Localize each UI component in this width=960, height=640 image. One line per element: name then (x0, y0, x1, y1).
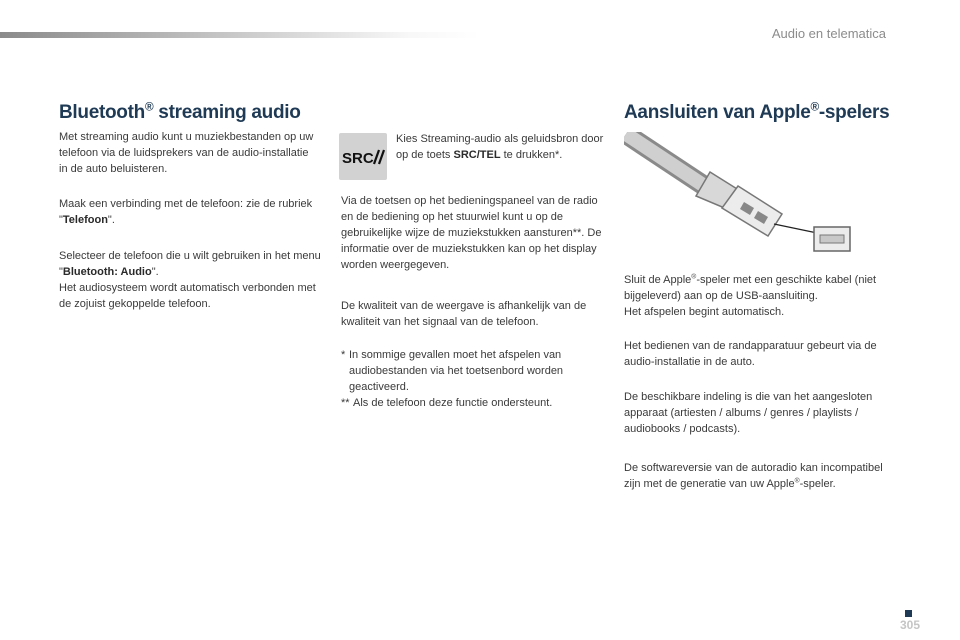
connect-paragraph (59, 196, 314, 228)
apple-connect-mark: ® (691, 273, 697, 281)
src-tel-key-label: SRC/TEL (453, 149, 501, 161)
footnotes (341, 347, 603, 411)
bluetooth-streaming-title (59, 102, 301, 124)
auto-connect-text: Het audiosysteem wordt automatisch verbonden met de zojuist gekoppelde telefoon. (59, 282, 316, 310)
bluetooth-audio-menu-label: Bluetooth: Audio (62, 266, 152, 278)
footnote-2-text: Als de telefoon deze functie ondersteunt. (353, 397, 553, 409)
available-layout-paragraph: De beschikbare indeling is die van het aangesloten apparaat (artiesten / albums / genres / playlists / audiobooks / podcasts). (624, 391, 873, 435)
select-text-end: ". (151, 266, 159, 278)
section-title: Audio en telematica (771, 26, 886, 41)
footnote-1-mark: * (341, 349, 346, 361)
source-select-paragraph (396, 131, 606, 163)
footnote-1 (341, 347, 603, 395)
apple-title-text: Aansluiten van Apple (624, 102, 811, 123)
title-text: Bluetooth (59, 102, 145, 123)
title-rest: streaming audio (153, 102, 301, 123)
apple-autoplay-text: Het afspelen begint automatisch. (624, 306, 785, 318)
apple-connect-text-a: Sluit de Apple (624, 274, 692, 286)
usb-plug-icon (626, 134, 782, 236)
page-number: 305 (899, 618, 920, 632)
usb-connection-illustration (624, 132, 860, 256)
apple-connect-paragraph (624, 272, 894, 320)
page-marker-square (905, 610, 912, 617)
apple-registered-mark: ® (810, 100, 819, 114)
controls-paragraph: Via de toetsen op het bedieningspaneel van de radio en de bediening op het stuurwiel kunt u op de gebruikelijke wijze de muziekstukken aansturen**. De informatie over de muziekstukken kan op het display worden weergegeven. (341, 195, 602, 271)
apple-title-rest: -spelers (818, 102, 890, 123)
footnote-2 (341, 395, 603, 411)
select-phone-paragraph (59, 248, 321, 312)
src-tel-button-icon (339, 133, 387, 180)
software-text-a: De softwareversie van de autoradio kan incompatibel zijn met de generatie van uw Apple (624, 462, 883, 490)
usb-port-icon (814, 227, 850, 251)
apple-connect-text-b: -speler met een geschikte kabel (niet bijgeleverd) aan op de USB-aansluiting. (624, 274, 877, 302)
software-text-b: -speler. (799, 478, 836, 490)
connect-text-end: ". (107, 214, 115, 226)
source-select-end: te drukken*. (500, 149, 563, 161)
footnote-2-mark: ** (341, 397, 350, 409)
header-gradient-bar (0, 32, 480, 38)
telefoon-menu-label: Telefoon (62, 214, 108, 226)
intro-paragraph: Met streaming audio kunt u muziekbestanden op uw telefoon via de luidsprekers van de audio-installatie in de auto beluisteren. (59, 131, 314, 175)
peripheral-control-paragraph: Het bedienen van de randapparatuur gebeurt via de audio-installatie in de auto. (624, 340, 877, 368)
quality-paragraph: De kwaliteit van de weergave is afhankelijk van de kwaliteit van het signaal van de telefoon. (341, 300, 587, 328)
src-tel-glyph (341, 147, 385, 167)
src-icon-label: SRC (342, 149, 374, 167)
registered-mark: ® (144, 100, 154, 114)
source-select-text: Kies Streaming-audio als geluidsbron door op de toets (396, 133, 604, 161)
select-text: Selecteer de telefoon die u wilt gebruiken in het menu " (59, 250, 321, 278)
footnote-1-text: In sommige gevallen moet het afspelen van audiobestanden via het toetsenbord worden geactiveerd. (349, 349, 564, 393)
apple-players-title (624, 102, 889, 124)
software-version-paragraph (624, 460, 886, 492)
software-mark: ® (794, 477, 800, 485)
connect-text: Maak een verbinding met de telefoon: zie de rubriek " (59, 198, 313, 226)
